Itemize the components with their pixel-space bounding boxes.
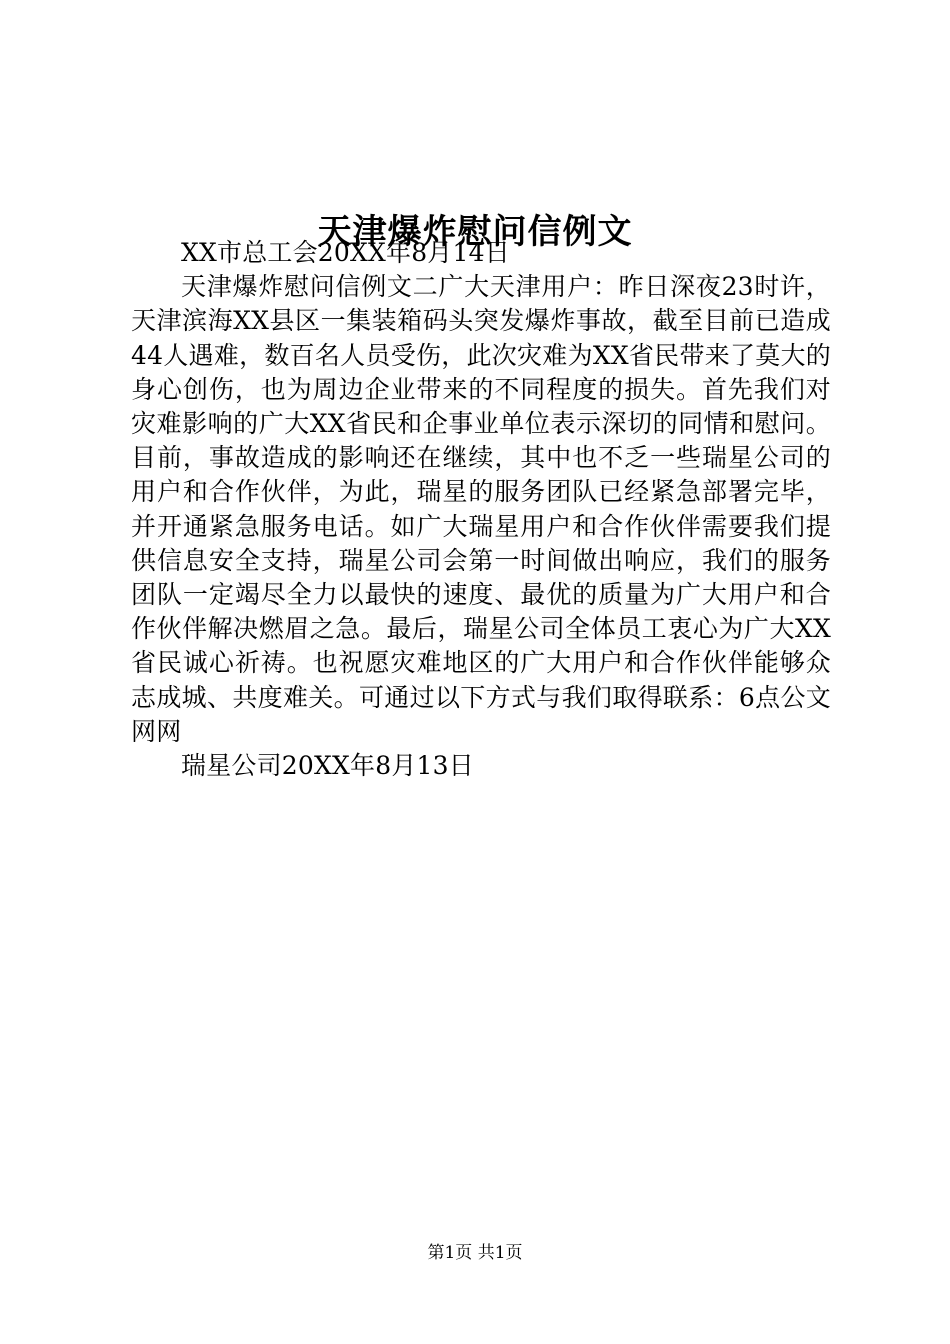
body-paragraph: 天津爆炸慰问信例文二广大天津用户：昨日深夜23时许，天津滨海XX县区一集装箱码头突发爆炸事故，截至目前已造成44人遇难，数百名人员受伤，此次灾难为XX省民带来了莫大的身心创伤，也为周边企业带来的不同程度的损失。首先我们对灾难影响的广大XX省民和企事业单位表示深切的同情和慰问。目前，事故造成的影响还在继续，其中也不乏一些瑞星公司的用户和合作伙伴，为此，瑞星的服务团队已经紧急部署完毕，并开通紧急服务电话。如广大瑞星用户和合作伙伴需要我们提供信息安全支持，瑞星公司会第一时间做出响应，我们的服务团队一定竭尽全力以最快的速度、最优的质量为广大用户和合作伙伴解决燃眉之急。最后，瑞星公司全体员工衷心为广大XX省民诚心祈祷。也祝愿灾难地区的广大用户和合作伙伴能够众志成城、共度难关。可通过以下方式与我们取得联系：6点公文网网	[131, 272, 831, 746]
page-total: 共1页	[477, 1243, 523, 1263]
document-title: 天津爆炸慰问信例文	[317, 211, 633, 252]
header-line: XX市总工会20XX年8月14日	[181, 238, 510, 267]
page-footer	[0, 1241, 950, 1265]
signature-line: 瑞星公司20XX年8月13日	[181, 751, 474, 781]
page-number: 第1页	[427, 1243, 473, 1263]
document-body	[131, 236, 831, 783]
